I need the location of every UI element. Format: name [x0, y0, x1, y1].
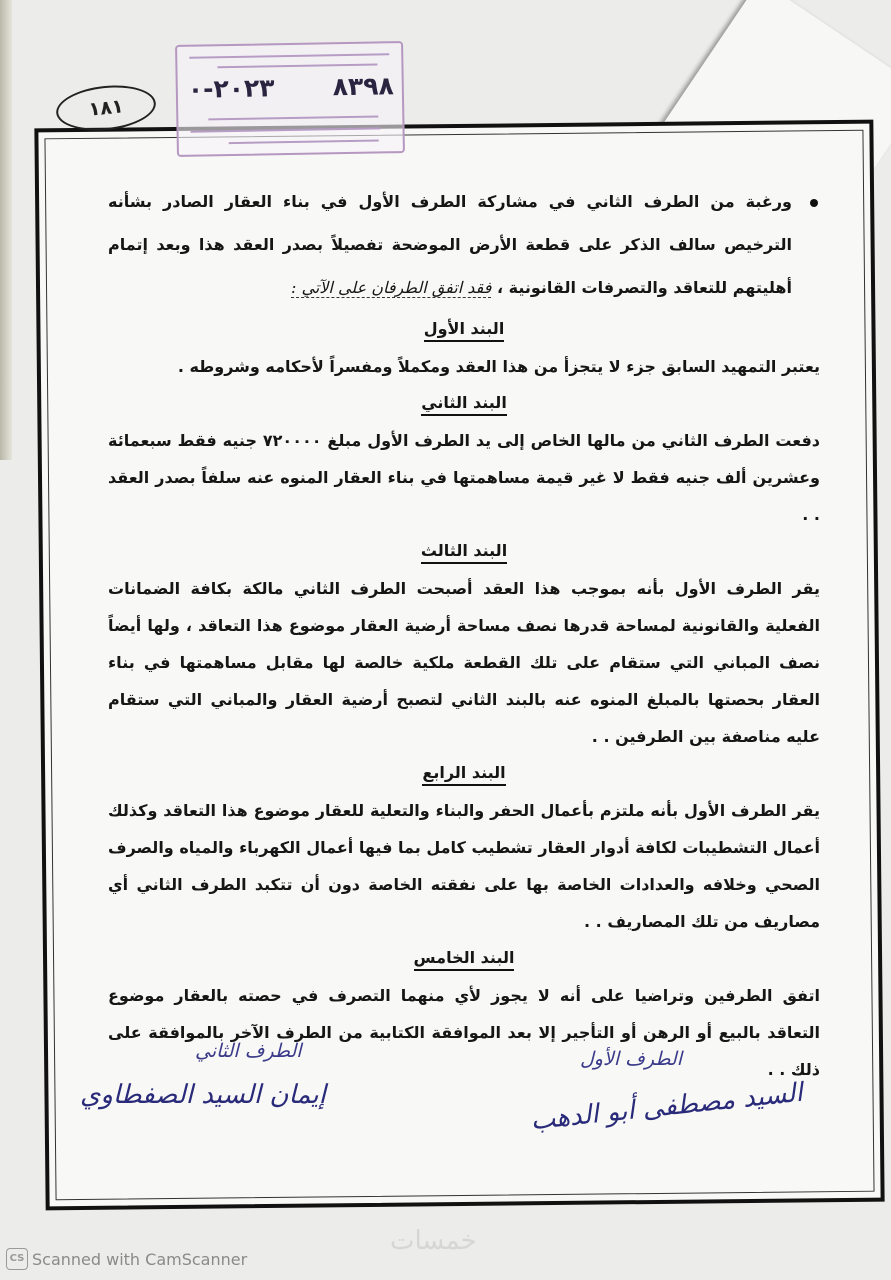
- clause-heading: البند الخامس: [414, 948, 515, 971]
- first-party-signature: السيد مصطفى أبو الدهب: [529, 1077, 805, 1137]
- clause-4: [108, 763, 820, 940]
- intro-handwritten-addition: فقد اتفق الطرفان على الآتي :: [291, 278, 492, 297]
- clause-text: دفعت الطرف الثاني من مالها الخاص إلى يد الطرف الأول مبلغ ٧٢٠٠٠٠ جنيه فقط سبعمائة وعشرين ألف جنيه فقط لا غير قيمة مساهمتها في بناء العقار المنوه عنه سلفاً بصدر العقد . .: [108, 431, 821, 524]
- clause-text: اتفق الطرفين وتراضيا على أنه لا يجوز لأي منهما التصرف في حصته بالعقار موضوع التعاقد بالبيع أو الرهن أو التأجير إلا بعد الموافقة الكتابية من الطرف الآخر بالموافقة على ذلك . .: [108, 986, 820, 1079]
- stamp-date: ٢٠٢٣-٠: [187, 73, 275, 104]
- second-party-signature: إيمان السيد الصفطاوي: [80, 1080, 326, 1110]
- clause-text: يقر الطرف الأول بأنه بموجب هذا العقد أصبحت الطرف الثاني مالكة بكافة الضمانات الفعلية والقانونية لمساحة قدرها نصف مساحة أرضية العقار موضوع هذا التعاقد ، ولها أيضاً نصف المباني التي ستقام على تلك القطعة ملكية خالصة لها مقابل مساهمتها في بناء العقار بحصتها بالمبلغ المنوه عنه بالبند الثاني لتصبح أرضية العقار والمباني التي ستقام عليه مناصفة بين الطرفين . .: [108, 579, 820, 746]
- scan-background-edge: [0, 0, 12, 460]
- first-party-label: الطرف الأول: [580, 1048, 682, 1070]
- khamsat-watermark: خمسات: [390, 1226, 477, 1256]
- clause-text: يعتبر التمهيد السابق جزء لا يتجزأ من هذا العقد ومكملاً ومفسراً لأحكامه وشروطه .: [177, 357, 820, 376]
- camscanner-text: Scanned with CamScanner: [32, 1249, 248, 1269]
- camscanner-footer: [6, 1248, 247, 1270]
- clause-1: [108, 319, 820, 385]
- contract-body: [108, 180, 820, 1096]
- handwritten-page-number: ١٨١: [54, 81, 158, 135]
- intro-paragraph: [108, 180, 820, 309]
- camscanner-logo-icon: CS: [6, 1248, 28, 1270]
- clause-heading: البند الثالث: [421, 541, 507, 564]
- registration-stamp: [175, 41, 405, 157]
- clause-3: [108, 541, 820, 755]
- second-party-label: الطرف الثاني: [195, 1040, 302, 1062]
- bullet-icon: [810, 199, 818, 207]
- clause-heading: البند الثاني: [421, 393, 507, 416]
- stamp-number: ٨٣٩٨: [332, 71, 395, 102]
- clause-2: [108, 393, 820, 533]
- signature-area: [60, 1030, 850, 1140]
- clause-text: يقر الطرف الأول بأنه ملتزم بأعمال الحفر والبناء والتعلية للعقار موضوع هذا التعاقد وكذلك أعمال التشطيبات لكافة أدوار العقار تشطيب كامل بما فيها أعمال الكهرباء والمياه والصرف الصحي وخلافه والعدادات الخاصة بها على نفقته الخاصة دون أن تتكبد الطرف الثاني أي مصاريف من تلك المصاريف . .: [108, 801, 820, 931]
- clause-heading: البند الرابع: [422, 763, 505, 786]
- clause-heading: البند الأول: [424, 319, 505, 342]
- intro-text: ورغبة من الطرف الثاني في مشاركة الطرف الأول في بناء العقار الصادر بشأنه الترخيص سالف الذكر على قطعة الأرض الموضحة تفصيلاً بصدر العقد هذا وبعد إتمام أهليتهم للتعاقد والتصرفات القانونية ،: [108, 192, 792, 297]
